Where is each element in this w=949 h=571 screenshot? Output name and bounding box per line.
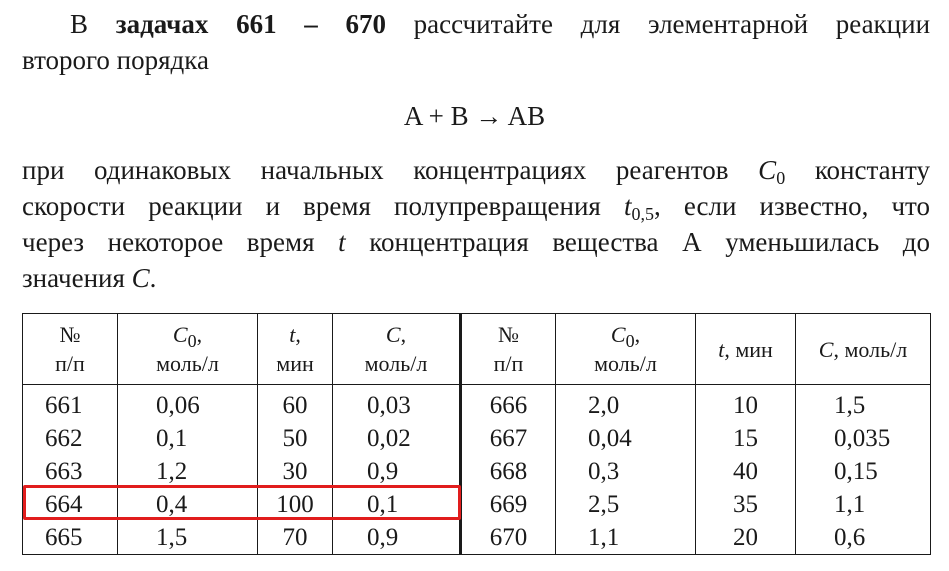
cell-number-left: 661 [23,385,118,423]
table-row [23,385,931,423]
condition-line-3 [22,224,930,260]
condition-line-1-text: при одинаковых начальных концентрациях реагентов [22,155,729,185]
cell-c-right: 0,15 [796,455,931,488]
cell-c-right: 1,5 [796,385,931,423]
time-symbol: t [338,227,346,257]
condition-line-4 [22,260,930,296]
condition-line-1-end: константу [814,155,930,185]
cell-t-left: 60 [258,385,333,423]
cell-number-left: 663 [23,455,118,488]
cell-c-left: 0,9 [333,521,461,555]
header-c-right: C, моль/л [796,314,931,385]
cell-t-left: 50 [258,422,333,455]
cell-number-right: 668 [461,455,556,488]
condition-paragraph [22,152,930,296]
header-c0-right: $C_0$, моль/л [556,314,696,385]
header-c0-left: $C_0$, моль/л [118,314,258,385]
cell-t-right: 40 [696,455,796,488]
cell-c-left: 0,9 [333,455,461,488]
concentration-symbol: C [131,263,150,293]
intro-line-1-text: рассчитайте для элементарной реакции [413,9,931,39]
condition-line-4-end: . [149,263,157,293]
cell-c0-right: 2,0 [556,385,696,423]
cell-c0-left: 0,1 [118,422,258,455]
header-c-left: C, моль/л [333,314,461,385]
cell-c0-left: 0,06 [118,385,258,423]
cell-c0-left: 0,4 [118,488,258,521]
table-header-row [23,314,931,385]
cell-c0-left: 1,5 [118,521,258,555]
cell-t-right: 35 [696,488,796,521]
cell-c0-left: 1,2 [118,455,258,488]
cell-c-right: 0,6 [796,521,931,555]
cell-t-right: 10 [696,385,796,423]
cell-t-left: 70 [258,521,333,555]
cell-c0-right: 1,1 [556,521,696,555]
cell-c-left: 0,02 [333,422,461,455]
cell-t-left: 100 [258,488,333,521]
c0-symbol: C [758,155,777,185]
intro-line-1 [22,6,930,42]
cell-number-left: 662 [23,422,118,455]
cell-c-left: 0,1 [333,488,461,521]
header-t-left: t, мин [258,314,333,385]
condition-line-3-start: через некоторое время [22,227,315,257]
condition-line-4-start: значения [22,263,125,293]
header-number-right: № п/п [461,314,556,385]
cell-number-left: 664 [23,488,118,521]
header-t-right: t, мин [696,314,796,385]
half-life-subscript: 0,5 [631,204,654,224]
cell-c0-right: 0,04 [556,422,696,455]
c0-subscript: 0 [776,168,786,188]
table-row [23,521,931,555]
task-range: задачах 661 – 670 [115,9,386,39]
cell-t-right: 20 [696,521,796,555]
cell-c0-right: 2,5 [556,488,696,521]
cell-c-left: 0,03 [333,385,461,423]
condition-line-1 [22,152,930,188]
intro-paragraph [22,6,930,78]
cell-c0-right: 0,3 [556,455,696,488]
condition-line-2-text: скорости реакции и время полупревращения [22,191,601,221]
intro-line-2: второго порядка [22,45,209,75]
cell-t-right: 15 [696,422,796,455]
intro-word: В [70,9,89,39]
cell-c-right: 1,1 [796,488,931,521]
condition-line-2-end: , если известно, что [653,191,930,221]
table-row [23,455,931,488]
cell-t-left: 30 [258,455,333,488]
cell-number-right: 670 [461,521,556,555]
cell-number-left: 665 [23,521,118,555]
cell-number-right: 669 [461,488,556,521]
half-life-symbol: t [623,191,632,221]
highlight-row-664 [23,485,461,520]
condition-line-3-end: концентрация вещества А уменьшилась до [369,227,930,257]
header-number-left: № п/п [23,314,118,385]
reaction-formula: A + B → AB [403,101,546,131]
cell-number-right: 667 [461,422,556,455]
condition-line-2 [22,188,930,224]
cell-number-right: 666 [461,385,556,423]
table-row [23,422,931,455]
cell-c-right: 0,035 [796,422,931,455]
